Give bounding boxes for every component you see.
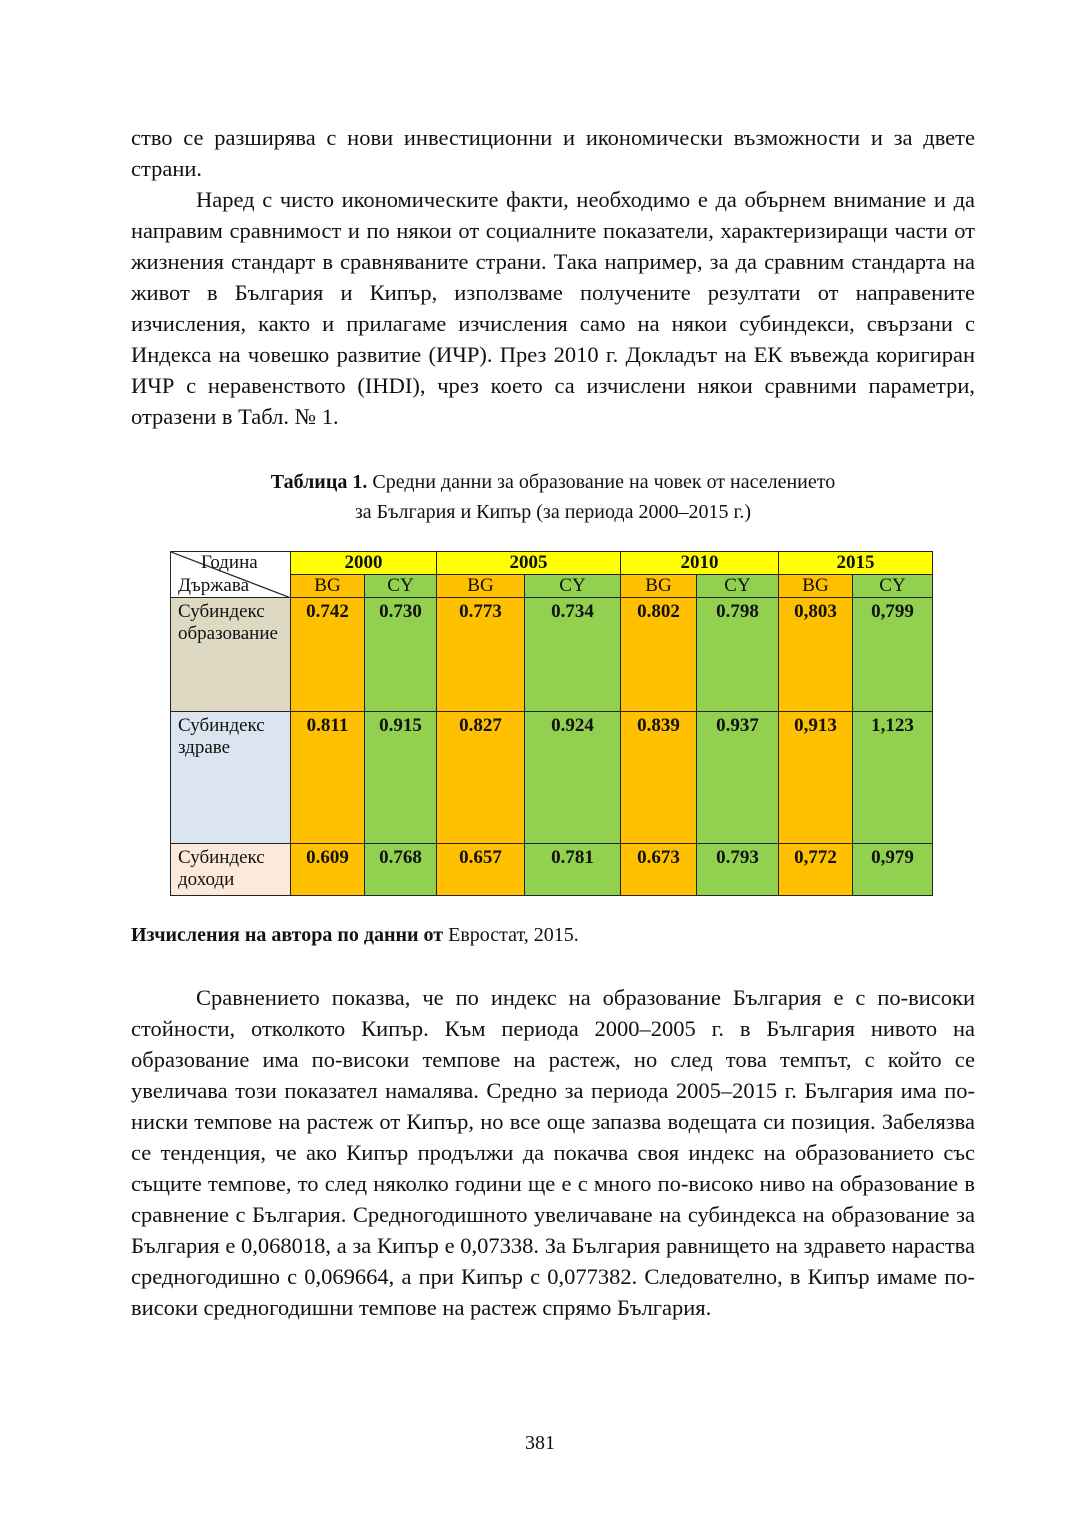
- table-cell: 0.773: [437, 598, 525, 712]
- table-cell: 0,799: [853, 598, 933, 712]
- table-cell: 0,913: [779, 712, 853, 844]
- table-cell: 0.915: [365, 712, 437, 844]
- corner-year-label: Година: [201, 552, 258, 573]
- table-source-text: Евростат, 2015.: [448, 924, 579, 946]
- table-source: [131, 920, 579, 950]
- country-header-cy: CY: [525, 575, 621, 598]
- page-number: 381: [525, 1432, 555, 1454]
- table-caption: [131, 467, 975, 527]
- year-header-2010: 2010: [621, 552, 779, 575]
- table-cell: 0.924: [525, 712, 621, 844]
- country-header-cy: CY: [853, 575, 933, 598]
- table-row-education: [171, 598, 933, 712]
- table-cell: 0,772: [779, 844, 853, 896]
- table-cell: 0.802: [621, 598, 697, 712]
- table-row-income: [171, 844, 933, 896]
- year-header-2015: 2015: [779, 552, 933, 575]
- paragraph-3: [131, 982, 975, 1323]
- table-cell: 0.839: [621, 712, 697, 844]
- table-source-label: Изчисления на автора по данни от: [131, 924, 444, 946]
- data-table: [170, 551, 933, 896]
- country-header-bg: BG: [621, 575, 697, 598]
- row-label-health: Субиндекс здраве: [171, 712, 291, 844]
- row-label-education: Субиндекс образование: [171, 598, 291, 712]
- country-header-cy: CY: [365, 575, 437, 598]
- country-header-cy: CY: [697, 575, 779, 598]
- row-label-income: Субиндекс доходи: [171, 844, 291, 896]
- year-header-2005: 2005: [437, 552, 621, 575]
- table-cell: 0.734: [525, 598, 621, 712]
- corner-country-label: Държава: [178, 575, 249, 596]
- table-caption-line2: за България и Кипър (за периода 2000–2015 г.): [354, 501, 752, 523]
- paragraph-1-text: ство се разширява с нови инвестиционни и икономически възможности и за двете страни.: [131, 125, 975, 181]
- paragraph-2-text: Наред с чисто икономическите факти, необходимо е да обърнем внимание и да направим сравнимост и по някои от социалните показатели, характеризиращи части от жизнения стандарт в сравняваните страни. Така например, за да сравним стандарта на живот в България и Кипър, използваме получените резултати от направените изчисления, както и прилагаме изчисления само на някои субиндекси, свързани с Индекса на човешко развитие (ИЧР). През 2010 г. Докладът на ЕК въвежда коригиран ИЧР с неравенството (IHDI), чрез което са изчислени някои сравними параметри, отразени в Табл. № 1.: [131, 187, 975, 429]
- table-cell: 0.781: [525, 844, 621, 896]
- paragraph-1: [131, 122, 975, 184]
- table-cell: 0.811: [291, 712, 365, 844]
- table-cell: 0.742: [291, 598, 365, 712]
- table-cell: 0.768: [365, 844, 437, 896]
- country-header-bg: BG: [291, 575, 365, 598]
- table-cell: 0,979: [853, 844, 933, 896]
- table-row-health: [171, 712, 933, 844]
- table-cell: 0.827: [437, 712, 525, 844]
- table-cell: 0.657: [437, 844, 525, 896]
- paragraph-3-text: Сравнението показва, че по индекс на образование България е с по-високи стойности, отколкото Кипър. Към периода 2000–2005 г. в България нивото на образование има по-високи темпове на растеж, но след това темпът, с който се увеличава този показател намалява. Средно за периода 2005–2015 г. България има по-ниски темпове на растеж от Кипър, но все още запазва водещата си позиция. Забелязва се тенденция, че ако Кипър продължи да покачва своя индекс на образованието със същите темпове, то след няколко години ще е с много по-високо ниво на образование в сравнение с България. Средногодишното увеличаване на субиндекса на образование за България е 0,068018, а за Кипър е 0,07338. За България равнището на здравето нараства средногодишно с 0,069664, а при Кипър с 0,077382. Следователно, в Кипър имаме по-високи средногодишни темпове на растеж спрямо България.: [131, 985, 975, 1320]
- table-caption-label: Таблица 1.: [270, 471, 368, 493]
- table-cell: 0.937: [697, 712, 779, 844]
- table-cell: 0.673: [621, 844, 697, 896]
- table-caption-line1: Средни данни за образование на човек от населението: [372, 471, 836, 493]
- table-cell: 0.730: [365, 598, 437, 712]
- table-cell: 0.793: [697, 844, 779, 896]
- table-corner-cell: [171, 552, 291, 598]
- table-cell: 0.609: [291, 844, 365, 896]
- table-cell: 0,803: [779, 598, 853, 712]
- paragraph-2: [131, 184, 975, 432]
- country-header-bg: BG: [779, 575, 853, 598]
- table-cell: 1,123: [853, 712, 933, 844]
- table-cell: 0.798: [697, 598, 779, 712]
- country-header-bg: BG: [437, 575, 525, 598]
- year-header-2000: 2000: [291, 552, 437, 575]
